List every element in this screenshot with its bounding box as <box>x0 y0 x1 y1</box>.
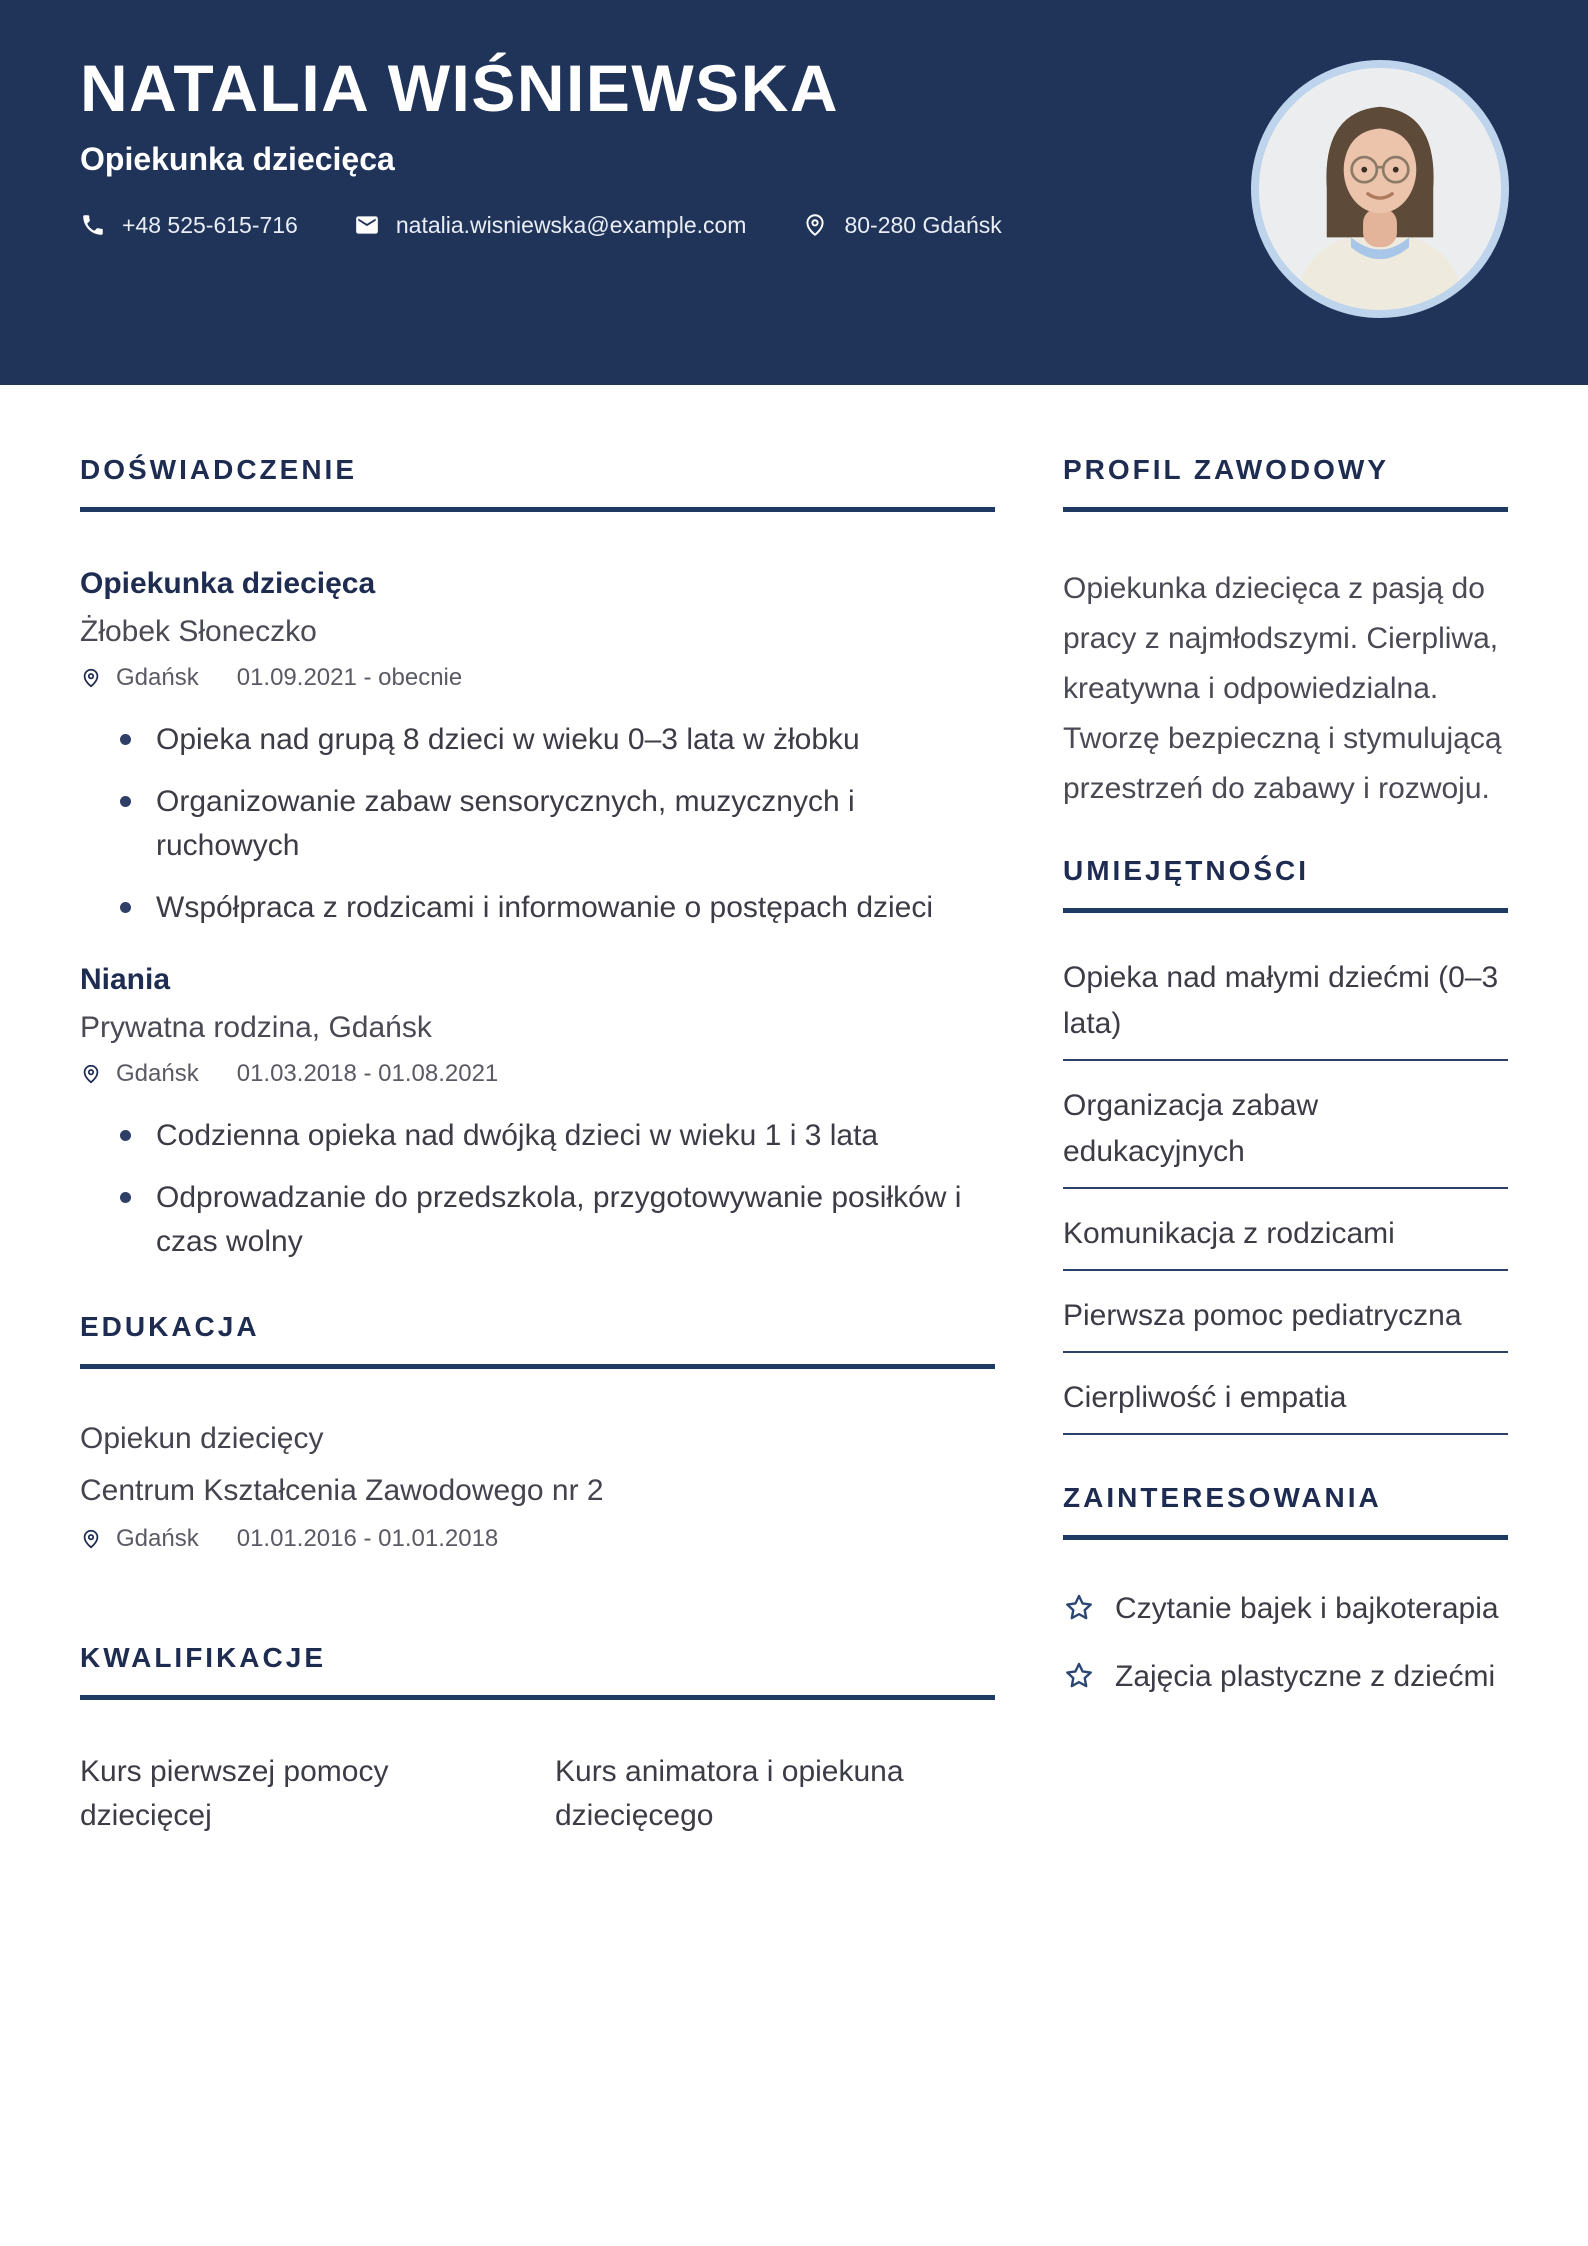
job-dates: 01.03.2018 - 01.08.2021 <box>236 1060 499 1087</box>
job-location: Gdańsk <box>116 664 199 691</box>
skill-item: Opieka nad małymi dziećmi (0–3 lata) <box>1063 955 1508 1061</box>
qualification-item: Kurs animatora i opiekuna dziecięcego <box>555 1755 904 1832</box>
job-entry <box>80 566 995 930</box>
interest-label: Czytanie bajek i bajkoterapia <box>1115 1592 1499 1625</box>
education-school: Centrum Kształcenia Zawodowego nr 2 <box>80 1474 604 1507</box>
interests-heading: ZAINTERESOWANIA <box>1063 1481 1508 1540</box>
interests-list <box>1063 1586 1508 1700</box>
profile-photo <box>1251 60 1509 318</box>
job-bullets <box>80 1114 995 1264</box>
experience-heading: DOŚWIADCZENIE <box>80 453 995 512</box>
education-location: Gdańsk <box>116 1525 199 1552</box>
job-entry <box>80 962 995 1264</box>
section-experience <box>80 453 995 1264</box>
skills-heading: UMIEJĘTNOŚCI <box>1063 854 1508 913</box>
location-pin-icon <box>80 1063 102 1085</box>
skill-item: Organizacja zabaw edukacyjnych <box>1063 1083 1508 1189</box>
job-company: Żłobek Słoneczko <box>80 615 317 648</box>
section-skills <box>1063 854 1508 1435</box>
job-bullet: Codzienna opieka nad dwójką dzieci w wieku 1 i 3 lata <box>120 1114 995 1158</box>
contact-phone <box>80 212 298 239</box>
location-pin-icon <box>80 1528 102 1550</box>
skill-item: Cierpliwość i empatia <box>1063 1375 1508 1435</box>
job-company: Prywatna rodzina, Gdańsk <box>80 1011 432 1044</box>
job-bullet: Opieka nad grupą 8 dzieci w wieku 0–3 lata w żłobku <box>120 718 995 762</box>
contact-location <box>802 212 1001 239</box>
section-profile <box>1063 453 1508 814</box>
education-meta <box>80 1525 995 1553</box>
phone-number: +48 525-615-716 <box>122 211 298 238</box>
person-job-title: Opiekunka dziecięca <box>80 140 395 177</box>
header <box>0 0 1588 385</box>
phone-icon <box>80 212 106 238</box>
skill-item: Pierwsza pomoc pediatryczna <box>1063 1293 1508 1353</box>
location-text: 80-280 Gdańsk <box>844 211 1002 238</box>
job-bullet: Organizowanie zabaw sensorycznych, muzycznych i ruchowych <box>120 780 920 868</box>
qualification-item: Kurs pierwszej pomocy dziecięcej <box>80 1755 389 1832</box>
skills-list <box>1063 955 1508 1435</box>
location-pin-icon <box>802 212 828 238</box>
contact-email <box>354 212 747 239</box>
job-title: Opiekunka dziecięca <box>80 567 376 600</box>
left-column <box>80 385 995 1838</box>
job-meta <box>80 664 995 692</box>
education-entry <box>80 1421 995 1553</box>
job-bullets <box>80 718 995 930</box>
qualifications-list <box>80 1750 995 1838</box>
profile-heading: PROFIL ZAWODOWY <box>1063 453 1508 512</box>
portrait-illustration <box>1259 68 1501 310</box>
job-title: Niania <box>80 963 171 996</box>
email-address: natalia.wisniewska@example.com <box>395 211 747 238</box>
skill-item: Komunikacja z rodzicami <box>1063 1211 1508 1271</box>
job-bullet: Odprowadzanie do przedszkola, przygotowywanie posiłków i czas wolny <box>120 1176 995 1264</box>
envelope-icon <box>354 212 380 238</box>
education-heading: EDUKACJA <box>80 1310 995 1369</box>
qualifications-heading: KWALIFIKACJE <box>80 1641 995 1700</box>
main-content <box>0 385 1588 1838</box>
section-qualifications <box>80 1641 995 1838</box>
section-education <box>80 1310 995 1553</box>
person-name: NATALIA WIŚNIEWSKA <box>80 51 840 125</box>
profile-text: Opiekunka dziecięca z pasją do pracy z najmłodszymi. Cierpliwa, kreatywna i odpowiedzialna. Tworzę bezpieczną i stymulującą przestrzeń do zabawy i rozwoju. <box>1063 572 1502 805</box>
education-dates: 01.01.2016 - 01.01.2018 <box>236 1525 499 1552</box>
section-interests <box>1063 1481 1508 1700</box>
job-meta <box>80 1060 995 1088</box>
interest-item <box>1063 1586 1508 1632</box>
right-column <box>1063 385 1508 1838</box>
job-bullet: Współpraca z rodzicami i informowanie o postępach dzieci <box>120 886 995 930</box>
job-location: Gdańsk <box>116 1060 199 1087</box>
interest-item <box>1063 1654 1508 1700</box>
star-icon <box>1063 1592 1095 1624</box>
interest-label: Zajęcia plastyczne z dziećmi <box>1115 1660 1496 1693</box>
education-degree: Opiekun dziecięcy <box>80 1422 324 1455</box>
job-dates: 01.09.2021 - obecnie <box>236 664 463 691</box>
location-pin-icon <box>80 667 102 689</box>
star-icon <box>1063 1660 1095 1692</box>
